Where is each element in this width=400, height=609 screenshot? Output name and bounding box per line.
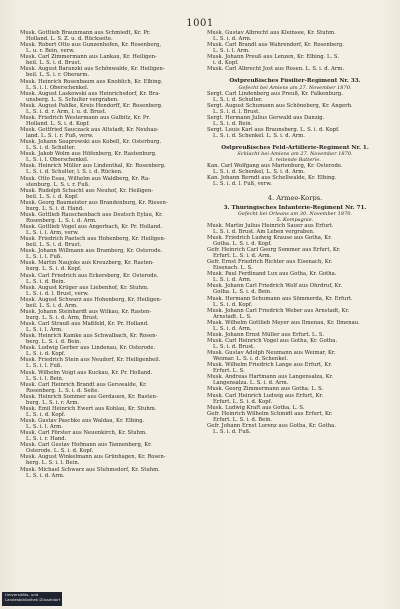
casualty-entry: Musk. Johann Steinhardt aus Wilkau, Kr. Rasten- <box>20 308 152 315</box>
casualty-entry: Musk. Otto Esau, Wilhelm aus Waldberg, Kr. Ra- <box>20 175 150 182</box>
casualty-entry: Gefr. Heinrich Wilhelm Schmidt aus Erfurt, Kr. <box>207 410 333 417</box>
entry-continuation: L. S. i. d. Arm. <box>213 36 252 43</box>
casualty-entry: Musk. Carl Brandt aus Wahrendorf, Kr. Rosenberg. <box>207 42 344 49</box>
entry-continuation: Erfurt. L. S. <box>213 368 245 375</box>
casualty-entry: Musk. Carl Albrecht Jost aus Rosen. L. S. i. d. Arm. <box>207 66 345 73</box>
casualty-entry: Sergt. August Schumann aus Schöneberg, Kr. Angerb. <box>207 102 353 109</box>
casualty-entry: Musk. Wilhelm Friedrich Lange aus Erfurt, Kr. <box>207 362 332 369</box>
entry-continuation: L. S. i. l. Oberschenkel. <box>26 84 89 91</box>
entry-continuation: L. S. i. d. Brust. Am Leben vergraben. <box>213 228 315 235</box>
casualty-entry: Musk. Heinrich Müller aus Lindenthal, Kr. Rosenberg. <box>20 163 166 170</box>
entry-continuation: L. S. i. l. Arm. <box>26 424 63 431</box>
entry-continuation: L. S. i. d. Bein. <box>26 278 66 285</box>
entry-continuation: L. u. r. Bein, verw. <box>26 48 75 55</box>
entry-continuation: i. d. Kopf. <box>213 60 239 67</box>
casualty-entry: Musk. Michael Schwarz aus Stuhmsdorf, Kr. Stuhm. <box>20 466 160 473</box>
casualty-entry: Gefr. Heinrich Carl Georg Sommer aus Erfurt, Kr. <box>207 247 341 253</box>
engagement-subheading: Gefecht bei Amiens am 27. November 1870. <box>238 84 352 91</box>
casualty-entry: Musk. Carl Gustav Hofmann aus Tannenberg, Kr. <box>20 442 152 449</box>
entry-continuation: beil. L. S. i. d. Arm. <box>26 302 78 309</box>
entry-continuation: L. S. i. d. l. Brust, verw. <box>26 290 89 297</box>
casualty-entry: Musk. Emil Heinrich Ewert aus Kohlau, Kr. Stuhm. <box>20 405 157 412</box>
entry-continuation: L. S. i. d. l. Brust. <box>213 108 260 115</box>
entry-continuation: Eisenach. L. S. <box>213 265 253 272</box>
casualty-entry: Musk. Johann Preuß aus Lenzen, Kr. Elbing. L. S. <box>207 54 340 61</box>
casualty-entry: Musk. Robert Otto aus Gunzenhofen, Kr. Rosenberg, <box>20 42 162 49</box>
corps-section-title: 4. Armee-Korps. <box>267 194 323 201</box>
casualty-entry: Musk. Wilhelm Gottlieb Meyer aus Ilmenau, Kr. Ilmenau. <box>207 319 360 326</box>
casualty-entry: Musk. Georg Baumeister aus Brandenburg, Kr. Riesen- <box>20 199 168 206</box>
entry-continuation: Rosenberg. L. S. i. d. Seite. <box>26 387 100 394</box>
casualty-entry: Musk. Johann Sauprowski aus Kobell, Kr. Osterburg. <box>20 139 162 146</box>
entry-continuation: L. S. i. d. Kopf. <box>26 351 66 358</box>
casualty-entry: Musk. Friedrich Westermann aus Gulbitz, Kr. Pr. <box>20 114 151 121</box>
logo-line-1: Universitäts- und <box>5 592 39 597</box>
casualty-entry: Musk. Gottlieb Rauschenbach aus Deutsch Eylau, Kr. <box>20 211 163 218</box>
entry-continuation: L. S. i. d. Schulter. <box>213 96 263 103</box>
casualty-entry: Musk. Carl Heinrich Vogel aus Gotha, Kr. Gotha. <box>207 337 338 344</box>
entry-continuation: L. S. i. l. Arm. <box>26 327 63 334</box>
casualty-entry: Musk. Johann Carl Friedrich Wolf aus Ohrdruf, Kr. <box>207 283 343 290</box>
entry-continuation: L. S. i. d. Schenkel. L. S. i. d. Arm. <box>213 133 305 139</box>
entry-continuation: L. S. i. d. Schenkel, L. S. i. d. Arm. <box>213 169 305 176</box>
casualty-entry: Musk. August Krüger aus Liebenhof, Kr. Stuhm. <box>20 284 149 291</box>
entry-continuation: L. S. i. d. Kopf. <box>213 301 253 308</box>
casualty-entry: Musk. Carl Zimmermann aus Lankau, Kr. Heiligen- <box>20 54 157 61</box>
entry-continuation: L. S. i. d. Bein. <box>213 120 253 127</box>
casualty-entry: Musk. Gottlieb Braunmann aus Schmiedt, Kr. Pr. <box>20 30 151 36</box>
casualty-entry: Musk. Carl Heinrich Ludwig aus Erfurt, Kr. <box>207 392 324 399</box>
casualty-entry: Musk. Gustav Albrecht aus Kleinsee, Kr. Stuhm. <box>207 30 336 36</box>
casualty-entry: Musk. Heinrich Kamke aus Schwalbach, Kr. Rosen- <box>20 333 158 340</box>
entry-continuation: L. S. i. l. Bein. <box>26 375 64 382</box>
entry-continuation: L. S. i. l. Oberschenkel. <box>26 157 89 164</box>
casualty-entry: Musk. Gottfried Sauczack aus Altstadt, Kr. Neuhau- <box>20 127 159 133</box>
casualty-entry: Musk. Jakob Wolm aus Höfenberg, Kr. Rastenburg. <box>20 151 157 158</box>
engagement-subheading: 5. Kompagnie. <box>276 216 314 223</box>
casualty-entry: Musk. Andreas Hartmann aus Langensalza, Kr. <box>207 374 334 381</box>
casualty-entry: Gefr. Ernst Friedrich Richter aus Eisenach, Kr. <box>207 259 333 266</box>
entry-continuation: beil. L. S. i. d. Brust. <box>26 60 82 67</box>
casualty-entry: Musk. Gustav Paschke aus Waldau, Kr. Elbing. <box>20 418 145 424</box>
entry-continuation: L. S. i. l. Fuß. <box>26 363 63 370</box>
casualty-entry: Musk. Hermann Schumann aus Sömmerda, Kr. Erfurt. <box>207 295 353 302</box>
left-column <box>20 30 198 588</box>
casualty-entry: Musk. August Winkelmann aus Grünhagen, Kr. Rosen- <box>20 454 166 461</box>
casualty-entry: Musk. Georg Zimmermann aus Gotha. L. S. <box>207 386 324 393</box>
entry-continuation: burg. L. S. i. d. Arm, Brust. <box>26 314 99 321</box>
entry-continuation: burg. L. S. i. r. Arm. <box>26 399 80 406</box>
casualty-entry: Musk. Carl Förster aus Neuenkirch, Kr. Stuhm. <box>20 430 147 437</box>
casualty-entry: Musk. Rudolph Schacht aus Neuhof, Kr. Heiligen- <box>20 187 154 194</box>
entry-continuation: unsberg. L. S. Schulter vergraben. <box>26 96 119 103</box>
entry-continuation: beil. L. S. i. d. Brust. <box>26 242 82 249</box>
entry-continuation: L. S. i. d. r. Arm, l. u. d. Brust. <box>26 108 107 115</box>
casualty-entry: Sergt. Hermann Julius Gerwald aus Danzig. <box>207 114 325 121</box>
engagement-subheading: Schlacht bei Amiens am 27. November 1870. <box>237 151 353 158</box>
casualty-entry: Musk. August Laskowski aus Heinrichsdorf, Kr. Bra- <box>20 90 161 97</box>
entry-continuation: Erfurt. L. S. i. d. Bein. <box>213 416 273 423</box>
page-number: 1001 <box>186 18 214 29</box>
entry-continuation: L. S. i. d. Arm. <box>213 277 252 284</box>
casualty-entry: Musk. Carl Strauß aus Maßfeld, Kr. Pr. Holland. <box>20 321 149 327</box>
spacer <box>207 188 383 194</box>
casualty-entry: Musk. Heinrich Rosenbaum aus Knoblich, Kr. Elbing. <box>20 78 163 85</box>
regiment-heading: Ostpreußisches Feld-Artillerie-Regiment Nr. 1. <box>221 145 369 152</box>
casualty-entry: Musk. Johann Ernst Müller aus Erfurt. L. S. <box>207 331 325 338</box>
entry-continuation: berg. L. S. i. l. Bein. <box>26 460 80 467</box>
casualty-entry: Musk. Martin Julius Heinrich Sauer aus Erfurt. <box>207 222 334 229</box>
entry-continuation: L. S. i. l. Arm. <box>213 48 250 55</box>
casualty-entry: Musk. Friedrich Ludwig Krause aus Gotha, Kr. <box>207 234 332 241</box>
entry-continuation: L. S. i. d. Schulter. <box>26 145 76 152</box>
casualty-entry: Musk. Martin Naujoks aus Kreuzberg, Kr. Rasten- <box>20 260 154 267</box>
casualty-entry: Musk. Wilhelm Voigt aus Kuckau, Kr. Pr. Holland. <box>20 369 153 376</box>
regiment-heading: 3. Thüringisches Infanterie-Regiment Nr. 71. <box>223 204 367 211</box>
entry-continuation: Rosenberg. L. S. i. d. Arm. <box>26 217 97 224</box>
entry-continuation: Erfurt. L. S. i. d. Arm. <box>213 253 272 260</box>
entry-continuation: L. S. i. r. Hand. <box>26 436 67 443</box>
casualty-entry: Musk. Heinrich Sommer aus Gerdauen, Kr. Rasten- <box>20 393 158 400</box>
entry-continuation: L. S. i. l. Arm, verw. <box>26 230 79 237</box>
logo-line-2: Landesbibliothek Düsseldorf <box>5 596 61 602</box>
library-logo <box>2 592 62 606</box>
casualty-entry: Sergt. Carl Lindenberg aus Preuß, Kr. Falkenburg. <box>207 90 343 97</box>
casualty-entry: Musk. Carl Heinrich Brandt aus Gerswalde, Kr. <box>20 381 147 388</box>
entry-continuation: burg. L. S. i. d. Kopf. <box>26 266 82 273</box>
entry-continuation: burg. L. S. i. d. Hand. <box>26 205 84 212</box>
casualty-entry: Musk. Gustav Adolph Neumann aus Weimar, Kr. <box>207 350 336 357</box>
entry-continuation: L. S. i. d. Arm. <box>26 472 65 479</box>
casualty-entry: Musk. Paul Ferdinand Lux aus Gotha, Kr. Gotha. <box>207 271 337 278</box>
casualty-entry: Musk. Ludwig Gerber aus Lindenau, Kr. Osterode. <box>20 345 156 352</box>
casualty-entry: Gefr. Johann Ernst Lorenz aus Gotha, Kr. Gotha. <box>207 422 336 429</box>
entry-continuation: Gotha. L. S. i. d. Bein. <box>213 289 272 296</box>
entry-continuation: L. S. i. d. Fuß. <box>213 428 251 435</box>
casualty-entry: Musk. August Schwarz aus Hohenberg, Kr. Heiligen- <box>20 296 162 303</box>
entry-continuation: Weimar. L. S. i. d. Schenkel. <box>213 356 289 363</box>
entry-continuation: Gotha. L. S. i. d. Kopf. <box>213 240 272 247</box>
casualty-entry: Musk. Friedrich Paetsch aus Hohenberg, Kr. Heiligen- <box>20 236 166 243</box>
casualty-entry: Kan. Carl Wolfgang aus Marienburg, Kr. Osterode. <box>207 163 343 170</box>
casualty-entry: Musk. Ludwig Kraft aus Gotha. L. S. <box>207 404 305 411</box>
engagement-subheading: Gefecht bei Orleans am 30. November 1870. <box>237 210 353 217</box>
engagement-subheading: 3. reitende Batterie. <box>269 157 321 164</box>
entry-continuation: Langensalza. L. S. i. d. Arm. <box>213 380 289 387</box>
entry-continuation: Arnstadt. L. S. <box>213 313 252 320</box>
casualty-entry: Musk. Friedrich Stein aus Neudorf, Kr. Heiligenbeil. <box>20 357 161 364</box>
entry-continuation: Holland. L. S. Z. u. d. Rückseite. <box>26 36 113 43</box>
entry-continuation: land. L. S. i. r. Fuß, verw. <box>26 133 94 140</box>
casualty-entry: Musk. Gottlieb Vogel aus Angerbach, Kr. Pr. Holland. <box>20 224 163 230</box>
casualty-entry: Kan. Johann Berndt aus Schellwalde, Kr. Elbing. <box>207 175 337 182</box>
casualty-entry: Musk. Johann Willmann aus Bramberg, Kr. Osterode. <box>20 248 163 255</box>
entry-continuation: L. S. i. d. l. Fuß, verw. <box>213 181 272 188</box>
entry-continuation: Holland. L. S. i. d. Kopf. <box>26 120 90 127</box>
entry-continuation: L. S. i. d. Schulter, l. S. i. d. Rücken. <box>26 169 123 176</box>
casualty-entry: Musk. August Pahlke, Kreis Hendorff, Kr. Rosenberg. <box>20 102 163 109</box>
right-column <box>207 30 383 588</box>
regiment-heading: Ostpreußisches Füsilier-Regiment Nr. 33. <box>229 78 361 85</box>
entry-continuation: Erfurt. L. S. i. d. Kopf. <box>213 398 273 405</box>
casualty-entry: Sergt. Louis Karl aus Braunsberg. L. S. i. d. Kopf. <box>207 126 340 133</box>
entry-continuation: L. S. i. l. Fuß. <box>26 254 63 261</box>
casualty-entry: Musk. Johann Carl Friedrich Weber aus Arnstadt, Kr. <box>207 307 350 314</box>
entry-continuation: L. S. i. d. Kopf. <box>26 411 66 418</box>
entry-continuation: Osterode. L. S. i. d. Kopf. <box>26 448 94 455</box>
entry-continuation: beil. L. S. i. d. Kopf. <box>26 193 79 200</box>
casualty-entry: Musk. Carl Friedrich aus Eckersberg, Kr. Osterode. <box>20 272 159 279</box>
entry-continuation: berg. L. S. i. d. Bein. <box>26 339 82 346</box>
casualty-entry: Musk. August Baranzki aus Schönwalde, Kr. Heiligen- <box>20 66 165 73</box>
entry-continuation: stenburg. L. S. i. r. Fuß. <box>26 181 90 188</box>
entry-continuation: L. S. i. d. Brust. <box>213 344 255 350</box>
entry-continuation: L. S. i. d. Arm. <box>213 325 252 332</box>
entry-continuation: beil. L. S. i. r. Oberarm. <box>26 72 90 79</box>
